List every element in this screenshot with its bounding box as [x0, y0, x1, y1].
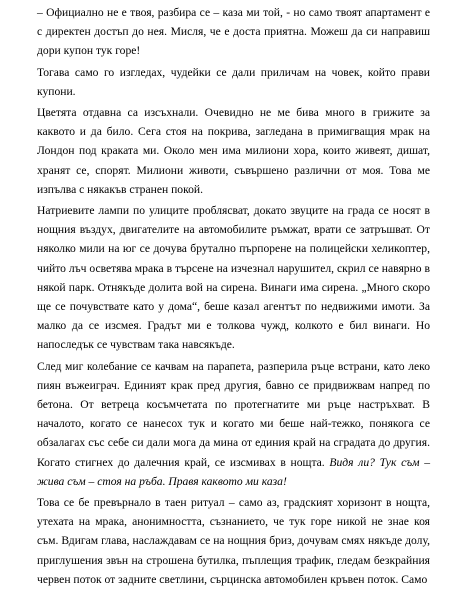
paragraph-4-text: Натриевите лампи по улиците проблясват, докато звуците на града се носят в нощния въздух, двигателите на автомобилите ръмжат, врати се затръшват. От няколко мили на юг се дочува брутално пърпорене на полицейски хеликоптер, чийто лъч осветява мрака в търсене на изчезнал нарушител, скрил се навярно в някой парк. Отнякъде долита вой на сирена. Винаги има сирена. „Много скоро ще се почувствате като у дома“, беше казал агентът по недвижими имоти. За малко да се изсмея. Градът ми е толкова чужд, колкото е бил винаги. Но напоследък се чувствам така навсякъде. — [37, 204, 430, 352]
paragraph-3-text: Цветята отдавна са изсъхнали. Очевидно не ме бива много в грижите за каквото и да било. Сега стоя на покрива, загледана в примигващия мрак на Лондон под краката ми. Около мен има милиони хора, които живеят, дишат, хранят се, спорят. Милиони животи, съвършено различни от моя. Това ме изпълва с някакъв странен покой. — [37, 106, 430, 196]
paragraph-2 — [37, 63, 430, 101]
paragraph-3 — [37, 103, 430, 199]
paragraph-5-text: След миг колебание се качвам на парапета, разперила ръце встрани, като леко пиян въжеиграч. Единият крак пред другия, бавно се придвижвам напред по бетона. От ветреца косъмчетата по протегнатите ми ръце настръхват. В началото, когато се нанесох тук и когато ми беше най-тежко, понякога се обзалагах със себе си дали мога да мина от единия край на сградата до другия. Когато стигнех до далечния край, се изсмивах в нощта. — [37, 359, 430, 469]
paragraph-2-text: Тогава само го изгледах, чудейки се дали приличам на човек, който прави купони. — [37, 65, 430, 98]
paragraph-1-text: – Официално не е твоя, разбира се – каза ми той, - но само твоят апартамент е с директен достъп до нея. Мисля, че е доста приятна. Можеш да си направиш дори купон тук горе! — [37, 6, 430, 58]
paragraph-6 — [37, 493, 430, 589]
paragraph-6-text: Това се бе превърнало в таен ритуал – само аз, градският хоризонт в нощта, утехата на мрака, анонимността, съзнанието, че тук горе никой не знае коя съм. Вдигам глава, наслаждавам се на нощния бриз, дочувам смях някъде долу, приглушения звън на строшена бутилка, пъплещия трафик, гледам безкрайния червен поток от задните светлини, сърцинска автомобилен кръвен поток. Само — [37, 496, 430, 586]
paragraph-5 — [37, 357, 430, 491]
paragraph-5-italic-text: Видя ли? Тук съм – жива съм – стоя на ръба. Правя каквото ми каза! — [37, 455, 431, 488]
paragraph-4 — [37, 201, 430, 355]
paragraph-1 — [37, 3, 430, 61]
